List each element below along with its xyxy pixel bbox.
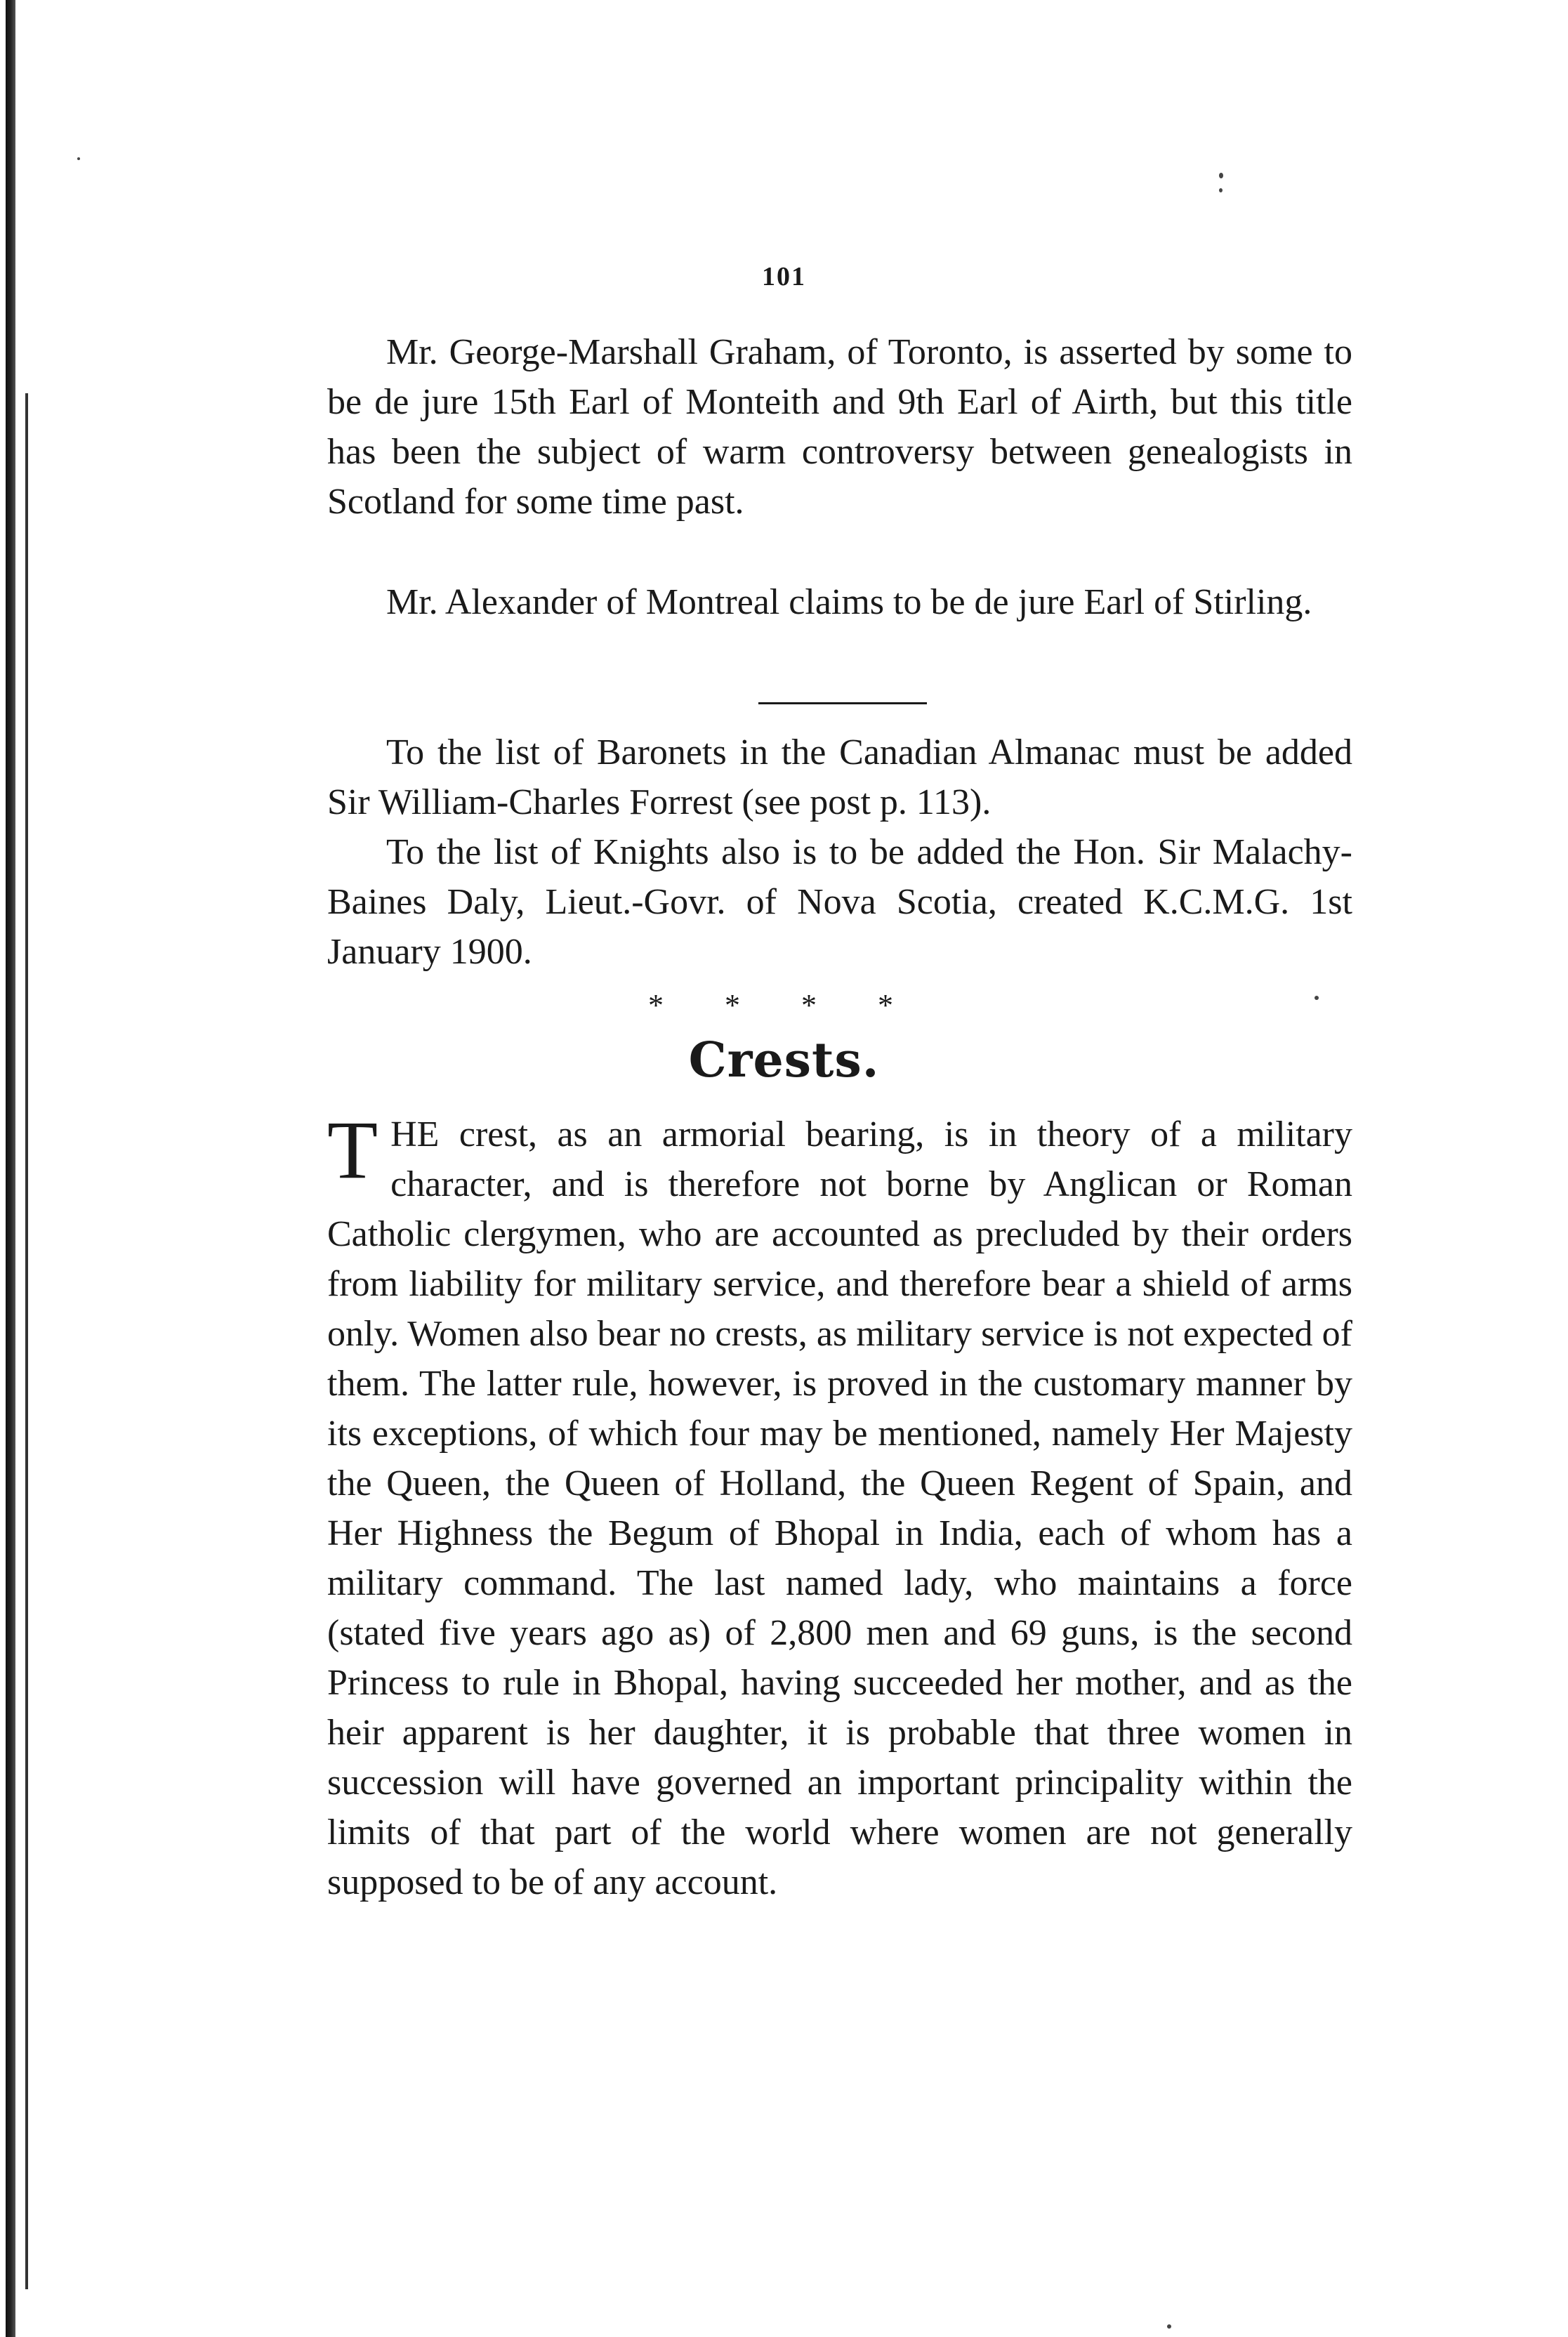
section-separator: * * * * (648, 988, 920, 1022)
section-body (327, 1104, 1352, 1907)
scan-speck (1219, 173, 1223, 178)
page-number: 101 (762, 262, 806, 291)
paragraph-text: To the list of Baronets in the Canadian Almanac must be added Sir William-Charles Forrest (see post p. 113). (327, 732, 1352, 822)
page-binding-edge (6, 0, 15, 2337)
paragraph (327, 577, 1352, 627)
paragraph-text: Mr. George-Marshall Graham, of Toronto, is asserted by some to be de jure 15th Earl of Monteith and 9th Earl of Airth, but this title has been the subject of warm controversy between genealogists in Scotland for some time past. (327, 332, 1352, 522)
paragraph (327, 728, 1352, 827)
divider-rule (758, 702, 927, 704)
drop-cap: T (327, 1104, 378, 1196)
scan-speck (77, 157, 80, 160)
section-title: Crests. (688, 1032, 880, 1088)
paragraph-text: To the list of Knights also is to be added the Hon. Sir Malachy-Baines Daly, Lieut.-Govr. of Nova Scotia, created K.C.M.G. 1st January 1900. (327, 832, 1352, 972)
scan-speck (1167, 2324, 1171, 2329)
paragraph (327, 827, 1352, 977)
page-binding-shadow (25, 393, 28, 2289)
paragraph (327, 327, 1352, 527)
scan-speck (1219, 188, 1223, 192)
paragraph-text: Mr. Alexander of Montreal claims to be de jure Earl of Stirling. (386, 582, 1312, 622)
section-body-text: HE crest, as an armorial bearing, is in theory of a military character, and is therefore not borne by Anglican or Roman Catholic clergymen, who are accounted as precluded by their orders from liability for military service, and therefore bear a shield of arms only. Women also bear no crests, as military service is not expected of them. The latter rule, however, is proved in the customary manner by its exceptions, of which four may be mentioned, namely Her Majesty the Queen, the Queen of Holland, the Queen Regent of Spain, and Her Highness the Begum of Bhopal in India, each of whom has a military command. The last named lady, who maintains a force (stated five years ago as) of 2,800 men and 69 guns, is the second Princess to rule in Bhopal, having succeeded her mother, and as the heir apparent is her daughter, it is probable that three women in succession will have governed an important principality within the limits of that part of the world where women are not generally supposed to be of any account. (327, 1114, 1352, 1902)
